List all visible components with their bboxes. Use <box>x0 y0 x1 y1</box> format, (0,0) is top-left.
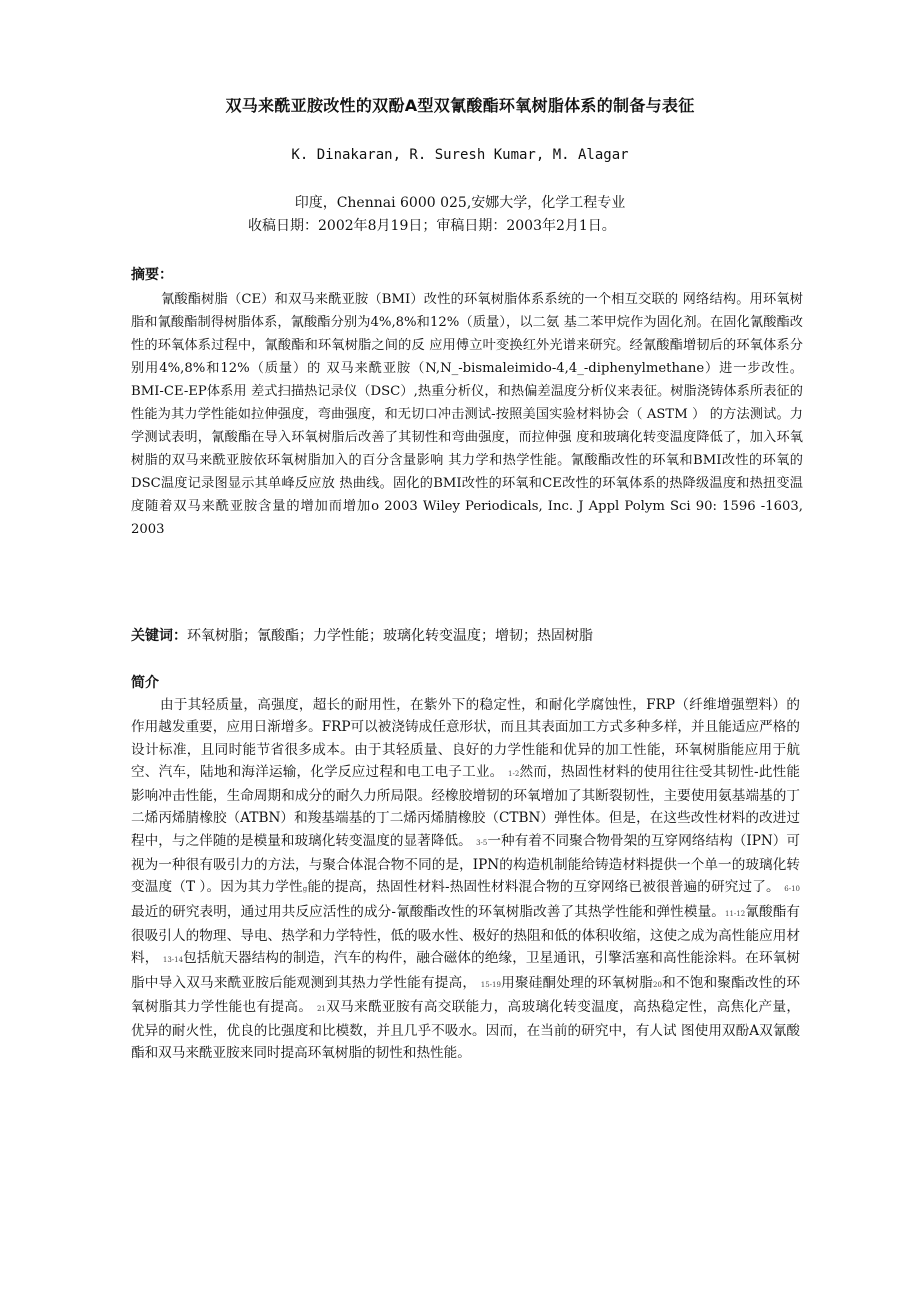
keywords-list: 环氧树脂；氰酸酯；力学性能；玻璃化转变温度；增韧；热固树脂 <box>187 628 593 644</box>
intro-text: 一种有着不同聚合物骨架的互穿网络结构（IPN）可视为一种很有吸引力的方法，与聚合体混合物不同的是，IPN的构造机制能给铸造材料提供一个单一的玻璃化转变温度（T ）。因为其力学性 <box>131 832 800 896</box>
citation-ref: 11-12 <box>725 909 746 918</box>
intro-text: 最近的研究表明，通过用共反应活性的成分-氰酸酯改性的环氧树脂改善了其热学性能和弹性模量。 <box>131 903 725 920</box>
citation-ref: 1-2 <box>508 769 520 778</box>
intro-text: 能的提高，热固性材料-热固性材料混合物的互穿网络已被很普遍的研究过了。 <box>307 879 780 896</box>
intro-text: 用聚硅酮处理的环氧树脂 <box>500 974 654 991</box>
intro-text: 包括航天器结构的制造，汽车的构件，融合磁体的绝缘，卫星通讯，引擎活塞和高性能涂料。在环氧树脂中导入双马来酰亚胺后能观测到其热力学性能有提高， <box>131 950 800 991</box>
citation-ref: g <box>302 885 308 894</box>
intro-body <box>131 694 800 1065</box>
intro-text: 氰酸酯有很吸引人的物理、导电、热学和力学特性，低的吸水性、极好的热阻和低的体积收缩，这使之成为高性能应用材料， <box>131 903 801 967</box>
intro-text: 和不饱和聚酯改性的环氧树脂其力学性能也有提高。 <box>131 974 801 1015</box>
keywords-line <box>131 625 593 645</box>
intro-heading: 简介 <box>131 675 159 691</box>
paper-title: 双马来酰亚胺改性的双酚A型双氰酸酯环氧树脂体系的制备与表征 <box>225 96 695 115</box>
citation-ref: 6-10 <box>784 885 800 894</box>
paper-authors: K. Dinakaran, R. Suresh Kumar, M. Alagar <box>291 147 629 163</box>
citation-ref: 13-14 <box>162 956 184 965</box>
abstract-heading: 摘要： <box>131 267 173 283</box>
received-dates: 收稿日期：2002年8月19日；审稿日期：2003年2月1日。 <box>248 218 616 234</box>
intro-text: 然而，热固性材料的使用往往受其韧性-此性能影响冲击性能，生命周期和成分的耐久力所局限。经橡胶增韧的环氧增加了其断裂韧性，主要使用氨基端基的丁二烯丙烯腈橡胶（ATBN）和羧基端基的丁二烯丙烯腈橡胶（CTBN）弹性体。但是，在这些改性材料的改进过程中，与之伴随的是模量和玻璃化转变温度的显著降低。 <box>131 763 801 849</box>
citation-ref: 20 <box>653 980 662 989</box>
intro-text: 双马来酰亚胺有高交联能力，高玻璃化转变温度，高热稳定性，高焦化产量， 优异的耐火性，优良的比强度和比模数，并且几乎不吸水。因而，在当前的研究中，有人试 图使用双酚A双氰酸酯和双马来酰亚胺来同时提高环氧树脂的韧性和热性能。 <box>131 998 801 1062</box>
author-affiliation: 印度，Chennai 6000 025,安娜大学，化学工程专业 <box>294 195 626 211</box>
citation-ref: 15-19 <box>480 980 501 989</box>
keywords-label: 关键词： <box>131 628 187 644</box>
abstract-body: 氰酸酯树脂（CE）和双马来酰亚胺（BMI）改性的环氧树脂体系系统的一个相互交联的 网络结构。用环氧树脂和氰酸酯制得树脂体系，氰酸酯分别为4%,8%和12%（质量），以二氨 基二苯甲烷作为固化剂。在固化氰酸酯改性的环氧体系过程中，氰酸酯和环氧树脂之间的反 应用傅立叶变换红外光谱来研究。经氰酸酯增韧后的环氧体系分别用4%,8%和12%（质量）的 双马来酰亚胺（N,N_-bismaleimido-4,4_-diphenylmethane）进一步改性。BMI-CE-EP体系用 差式扫描热记录仪（DSC）,热重分析仪，和热偏差温度分析仪来表征。树脂浇铸体系所表征的性能为其力学性能如拉伸强度，弯曲强度，和无切口冲击测试-按照美国实验材料协会（ ASTM ） 的方法测试。力学测试表明，氰酸酯在导入环氧树脂后改善了其韧性和弯曲强度，而拉伸强 度和玻璃化转变温度降低了，加入环氧树脂的双马来酰亚胺依环氧树脂加入的百分含量影响 其力学和热学性能。氰酸酯改性的环氧和BMI改性的环氧的DSC温度记录图显示其单峰反应放 热曲线。固化的BMI改性的环氧和CE改性的环氧体系的热降级温度和热扭变温度随着双马来酰亚胺含量的增加而增加o 2003 Wiley Periodicals, Inc. J Appl Polym Sci 90: 1596 -1603, 2003 <box>131 292 803 537</box>
citation-ref: 21 <box>316 1004 326 1013</box>
citation-ref: 3-5 <box>476 838 488 847</box>
intro-text: 由于其轻质量，高强度，超长的耐用性，在紫外下的稳定性，和耐化学腐蚀性，FRP（纤维增强塑料）的作用越发重要，应用日渐增多。FRP可以被浇铸成任意形状，而且其表面加工方式多种多样，并且能适应严格的设计标准，且同时能节省很多成本。由于其轻质量、良好的力学性能和优异的加工性能，环氧树脂能应用于航空、汽车，陆地和海洋运输，化学反应过程和电工电子工业。 <box>131 697 800 780</box>
